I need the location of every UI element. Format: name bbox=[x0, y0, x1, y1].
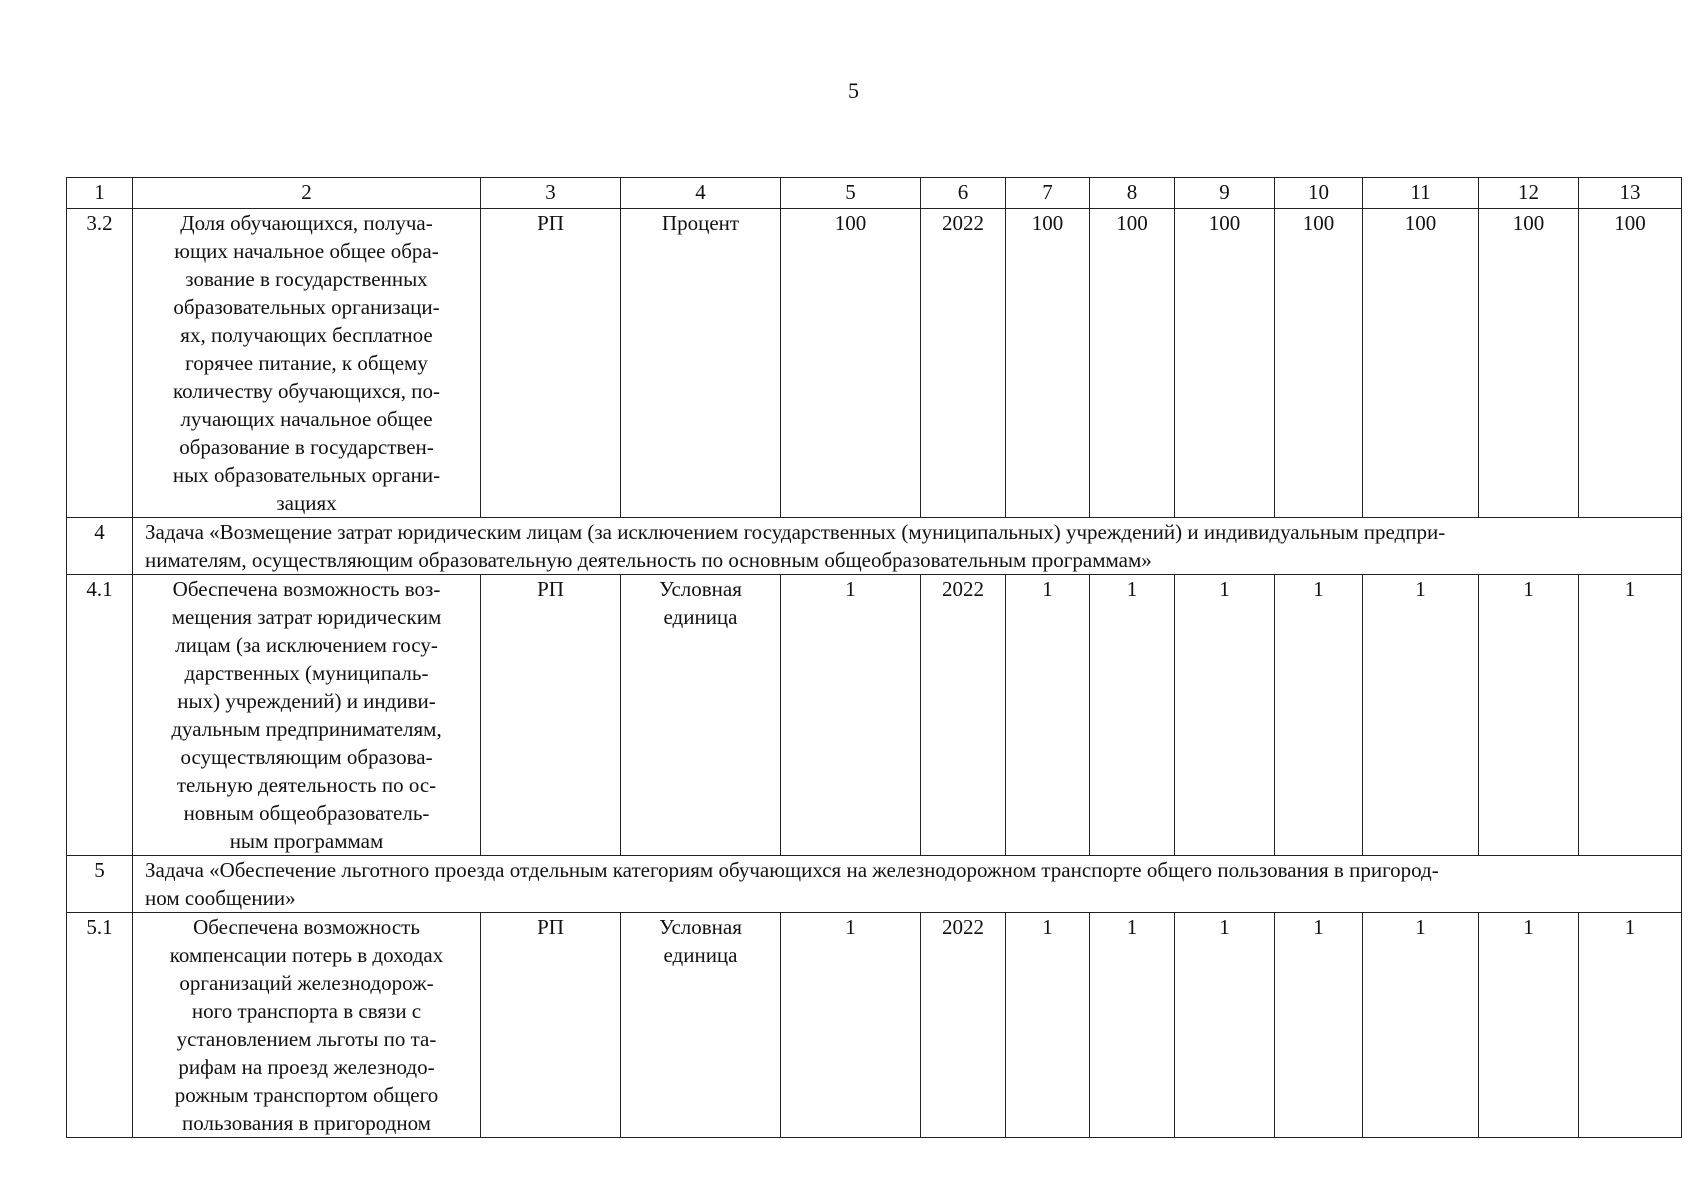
text-line: рифам на проезд железнодо- bbox=[178, 1055, 435, 1079]
column-number: 1 bbox=[67, 178, 133, 209]
year-value-cell: 1 bbox=[1479, 575, 1579, 856]
text-line: ном сообщении» bbox=[145, 886, 296, 910]
task-text bbox=[133, 518, 1682, 575]
year-value-cell: 1 bbox=[1363, 913, 1479, 1138]
text-line: ных) учреждений) и индиви- bbox=[177, 689, 436, 713]
task-text bbox=[133, 856, 1682, 913]
text-line: организаций железнодорож- bbox=[179, 971, 434, 995]
column-number: 12 bbox=[1479, 178, 1579, 209]
year-value-cell: 1 bbox=[1006, 913, 1090, 1138]
column-number: 6 bbox=[921, 178, 1006, 209]
task-number: 5 bbox=[67, 856, 133, 913]
text-line: осуществляющим образова- bbox=[180, 745, 433, 769]
text-line: ных образовательных органи- bbox=[172, 463, 441, 487]
unit-cell bbox=[621, 913, 781, 1138]
year-value-cell: 1 bbox=[1090, 913, 1175, 1138]
text-line: ного транспорта в связи с bbox=[191, 999, 422, 1023]
source-cell: РП bbox=[481, 575, 621, 856]
indicator-table bbox=[66, 177, 1682, 1138]
indicator-description bbox=[133, 575, 481, 856]
base-value-cell: 1 bbox=[781, 575, 921, 856]
row-number: 5.1 bbox=[67, 913, 133, 1138]
text-line: компенсации потерь в доходах bbox=[169, 943, 444, 967]
year-value-cell: 100 bbox=[1090, 209, 1175, 518]
task-number: 4 bbox=[67, 518, 133, 575]
year-value-cell: 100 bbox=[1579, 209, 1682, 518]
text-line: Процент bbox=[661, 211, 740, 235]
year-value-cell: 1 bbox=[1275, 913, 1363, 1138]
task-row bbox=[67, 856, 1682, 913]
text-line: нимателям, осуществляющим образовательную деятельность по основным общеобразовательным программам» bbox=[145, 548, 1152, 572]
text-line: зациях bbox=[276, 491, 337, 515]
year-value-cell: 100 bbox=[1175, 209, 1275, 518]
text-line: Условная bbox=[659, 915, 742, 939]
text-line: Условная bbox=[659, 577, 742, 601]
column-number: 3 bbox=[481, 178, 621, 209]
column-number: 2 bbox=[133, 178, 481, 209]
year-value-cell: 100 bbox=[1275, 209, 1363, 518]
year-value-cell: 100 bbox=[1479, 209, 1579, 518]
year-value-cell: 1 bbox=[1363, 575, 1479, 856]
column-number: 11 bbox=[1363, 178, 1479, 209]
text-line: ющих начальное общее обра- bbox=[174, 239, 439, 263]
text-line: ях, получающих бесплатное bbox=[180, 323, 433, 347]
column-number: 9 bbox=[1175, 178, 1275, 209]
text-line: образовательных организаци- bbox=[173, 295, 440, 319]
column-number: 13 bbox=[1579, 178, 1682, 209]
unit-cell bbox=[621, 209, 781, 518]
row-number: 4.1 bbox=[67, 575, 133, 856]
column-number: 5 bbox=[781, 178, 921, 209]
text-line: пользования в пригородном bbox=[182, 1111, 431, 1135]
year-value-cell: 1 bbox=[1479, 913, 1579, 1138]
indicator-row bbox=[67, 575, 1682, 856]
page-number: 5 bbox=[848, 78, 859, 103]
text-line: горячее питание, к общему bbox=[185, 351, 428, 375]
text-line: дуальным предпринимателям, bbox=[171, 717, 442, 741]
text-line: зование в государственных bbox=[185, 267, 428, 291]
text-line: лучающих начальное общее bbox=[180, 407, 433, 431]
text-line: мещения затрат юридическим bbox=[171, 605, 442, 629]
text-line: образование в государствен- bbox=[179, 435, 434, 459]
column-number: 4 bbox=[621, 178, 781, 209]
text-line: ным программам bbox=[229, 829, 384, 853]
year-value-cell: 1 bbox=[1090, 575, 1175, 856]
year-value-cell: 1 bbox=[1579, 575, 1682, 856]
column-number: 10 bbox=[1275, 178, 1363, 209]
text-line: Обеспечена возможность bbox=[193, 915, 420, 939]
column-number: 8 bbox=[1090, 178, 1175, 209]
source-cell: РП bbox=[481, 913, 621, 1138]
text-line: рожным транспортом общего bbox=[174, 1083, 439, 1107]
year-value-cell: 1 bbox=[1006, 575, 1090, 856]
indicator-description bbox=[133, 913, 481, 1138]
base-year-cell: 2022 bbox=[921, 913, 1006, 1138]
row-number: 3.2 bbox=[67, 209, 133, 518]
text-line: Задача «Возмещение затрат юридическим лицам (за исключением государственных (муниципальных) учреждений) и индивидуальным предпри- bbox=[145, 520, 1446, 544]
year-value-cell: 1 bbox=[1275, 575, 1363, 856]
year-value-cell: 100 bbox=[1363, 209, 1479, 518]
year-value-cell: 1 bbox=[1175, 575, 1275, 856]
column-number: 7 bbox=[1006, 178, 1090, 209]
base-year-cell: 2022 bbox=[921, 575, 1006, 856]
column-number-row bbox=[67, 178, 1682, 209]
year-value-cell: 1 bbox=[1579, 913, 1682, 1138]
source-cell: РП bbox=[481, 209, 621, 518]
text-line: количеству обучающихся, по- bbox=[173, 379, 440, 403]
unit-cell bbox=[621, 575, 781, 856]
text-line: лицам (за исключением госу- bbox=[175, 633, 438, 657]
base-value-cell: 100 bbox=[781, 209, 921, 518]
year-value-cell: 100 bbox=[1006, 209, 1090, 518]
indicator-description bbox=[133, 209, 481, 518]
text-line: Доля обучающихся, получа- bbox=[180, 211, 433, 235]
text-line: тельную деятельность по ос- bbox=[176, 773, 437, 797]
text-line: установлением льготы по та- bbox=[176, 1027, 437, 1051]
text-line: новным общеобразователь- bbox=[183, 801, 430, 825]
text-line: единица bbox=[663, 605, 738, 629]
base-value-cell: 1 bbox=[781, 913, 921, 1138]
text-line: дарственных (муниципаль- bbox=[184, 661, 429, 685]
text-line: единица bbox=[663, 943, 738, 967]
indicator-row bbox=[67, 913, 1682, 1138]
task-row bbox=[67, 518, 1682, 575]
base-year-cell: 2022 bbox=[921, 209, 1006, 518]
text-line: Задача «Обеспечение льготного проезда отдельным категориям обучающихся на железнодорожном транспорте общего пользования в пригород- bbox=[145, 858, 1439, 882]
indicator-row bbox=[67, 209, 1682, 518]
year-value-cell: 1 bbox=[1175, 913, 1275, 1138]
text-line: Обеспечена возможность воз- bbox=[172, 577, 441, 601]
